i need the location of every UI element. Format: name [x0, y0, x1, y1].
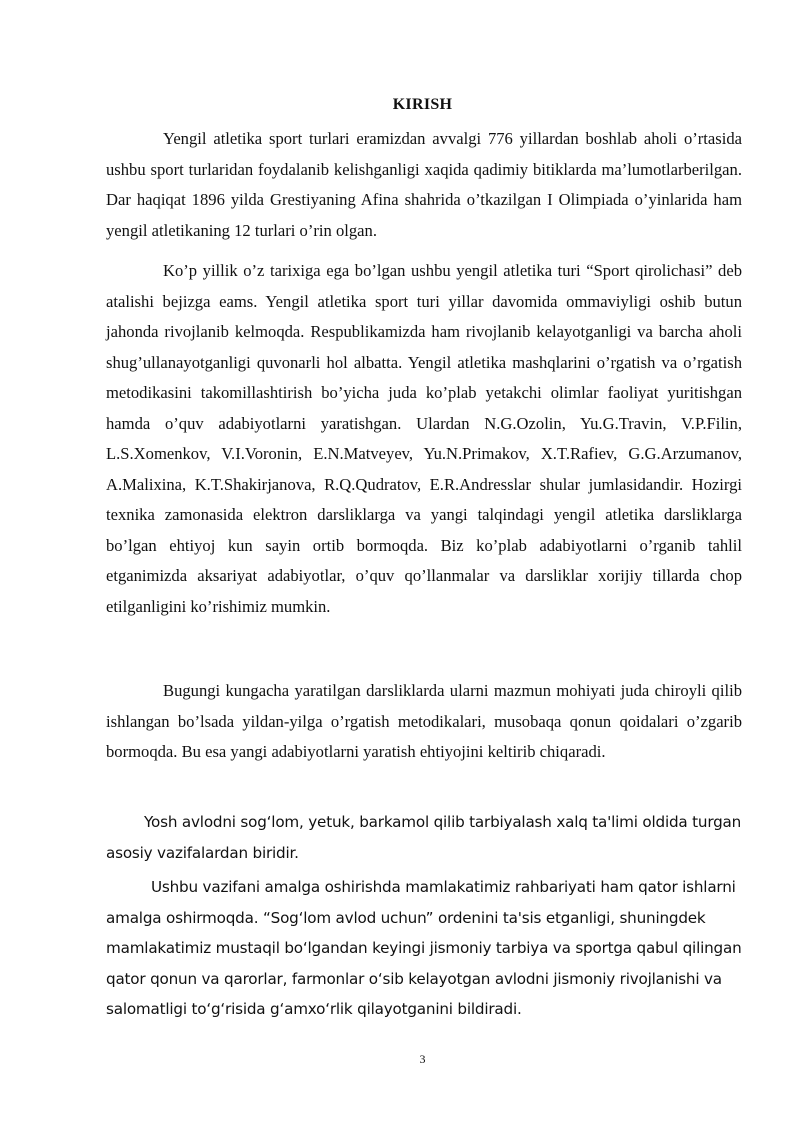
paragraph-government-efforts: Ushbu vazifani amalga oshirishda mamlakatimiz rahbariyati ham qator ishlarni amalga oshirmoqda. “Sog‘lom avlod uchun” ordenini ta'sis etganligi, shuningdek mamlakatimiz mustaqil bo‘lgandan keyingi jismoniy tarbiya va sportga qabul qilingan qator qonun va qarorlar, farmonlar o‘sib kelayotgan avlodni jismoniy rivojlanishi va salomatligi to‘g‘risida g‘amxo‘rlik qilayotganini bildiradi.: [106, 878, 742, 1018]
paragraph-healthy-generation: Yosh avlodni sog‘lom, yetuk, barkamol qilib tarbiyalash xalq ta'limi oldida turgan asosiy vazifalardan biridir.: [106, 813, 742, 862]
paragraph-textbooks: Bugungi kungacha yaratilgan darsliklarda ularni mazmun mohiyati juda chiroyli qilib ishlangan bo’lsada yildan-yilga o’rgatish metodikalari, musobaqa qonun qoidalari o’zgarib bormoqda. Bu esa yangi adabiyotlarni yaratish ehtiyojini keltirib chiqaradi.: [106, 681, 742, 761]
page-title: KIRISH: [392, 96, 453, 113]
paragraph-sport-queen: Ko’p yillik o’z tarixiga ega bo’lgan ushbu yengil atletika turi “Sport qirolichasi” deb atalishi bejizga eams. Yengil atletika sport turi yillar davomida ommaviyligi oshib butun jahonda rivojlanib kelmoqda. Respublikamizda ham rivojlanib kelayotganligi va barcha aholi shug’ullanayotganligi quvonarli hol albatta. Yengil atletika mashqlarini o’rgatish va o’rgatish metodikasini takomillashtirish bo’yicha juda ko’plab yetakchi olimlar faoliyat yuritishgan hamda o’quv adabiyotlarni yaratishgan. Ulardan N.G.Ozolin, Yu.G.Travin, V.P.Filin, L.S.Xomenkov, V.I.Voronin, E.N.Matveyev, Yu.N.Primakov, X.T.Rafiev, G.G.Arzumanov, A.Malixina, K.T.Shakirjanova, R.Q.Qudratov, E.R.Andresslar shular jumlasidandir. Hozirgi texnika zamonasida elektron darsliklarga va yangi talqindagi yengil atletika darsliklarga bo’lgan ehtiyoj kun sayin ortib bormoqda. Biz ko’plab adabiyotlarni o’rganib tahlil etganimizda aksariyat adabiyotlar, o’quv qo’llanmalar va darsliklar xorijiy tillarda chop etilganligini ko’rishimiz mumkin.: [106, 261, 742, 616]
page-number: 3: [419, 1052, 426, 1066]
paragraph-history: Yengil atletika sport turlari eramizdan avvalgi 776 yillardan boshlab aholi o’rtasida ushbu sport turlaridan foydalanib kelishganligi xaqida qadimiy bitiklarda ma’lumotlarberilgan. Dar haqiqat 1896 yilda Grestiyaning Afina shahrida o’tkazilgan I Olimpiada o’yinlarida ham yengil atletikaning 12 turlari o’rin olgan.: [106, 129, 742, 240]
